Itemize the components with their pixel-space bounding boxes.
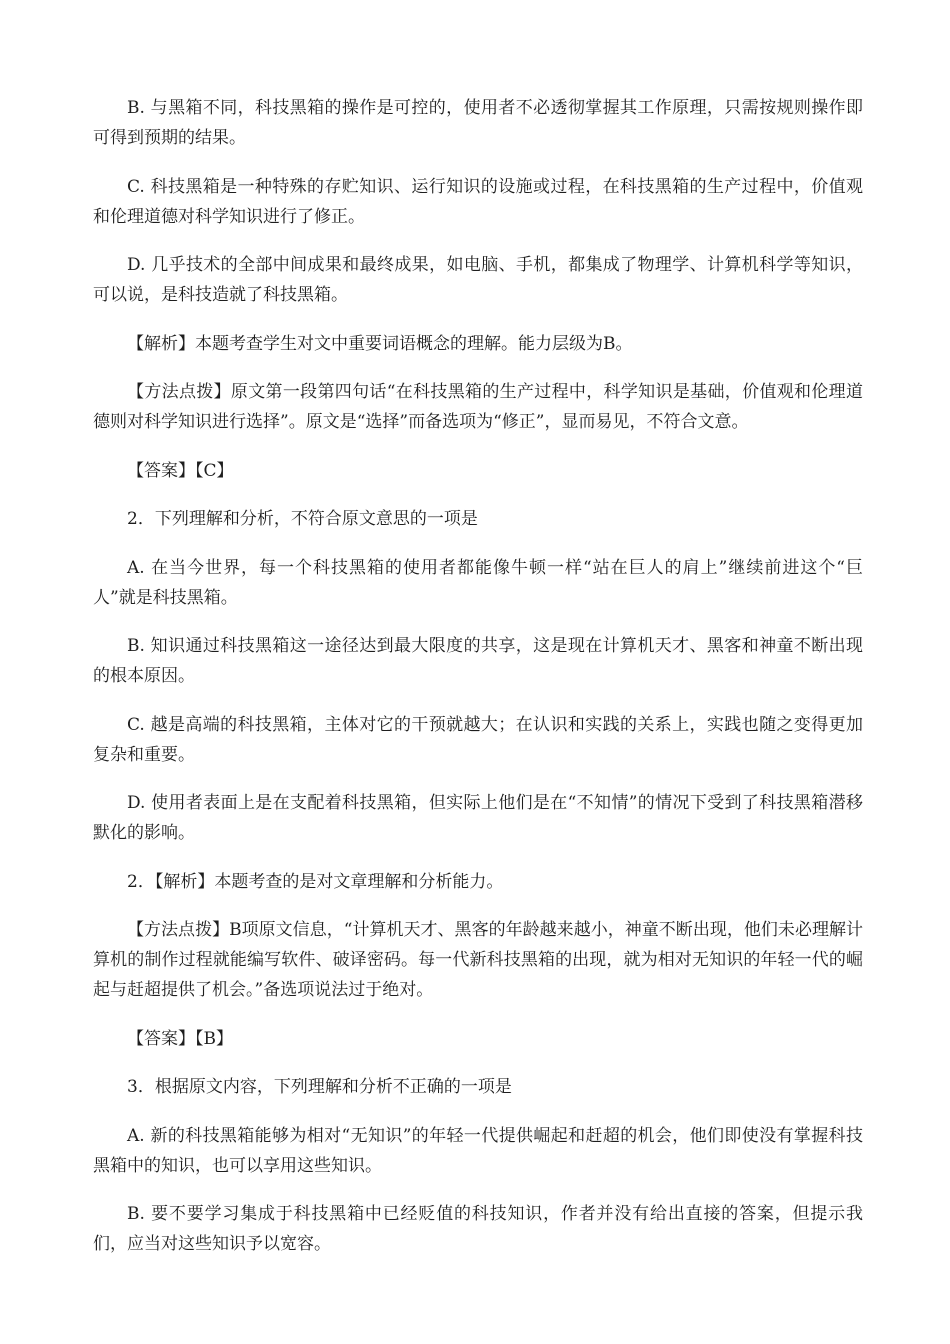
analysis-q2: 2．【解析】本题考查的是对文章理解和分析能力。 [127, 871, 504, 892]
option-a-q2: A. 在当今世界，每一个科技黑箱的使用者都能像牛顿一样“站在巨人的肩上”继续前进这个“巨人”就是科技黑箱。 [93, 557, 863, 608]
question-2: 2．下列理解和分析，不符合原文意思的一项是 [127, 509, 478, 529]
option-b-q3: B. 要不要学习集成于科技黑箱中已经贬值的科技知识，作者并没有给出直接的答案，但提示我们，应当对这些知识予以宽容。 [93, 1204, 863, 1254]
option-c-q2: C. 越是高端的科技黑箱，主体对它的干预就越大；在认识和实践的关系上，实践也随之变得更加复杂和重要。 [93, 714, 863, 765]
option-d-q1: D. 几乎技术的全部中间成果和最终成果，如电脑、手机，都集成了物理学、计算机科学等知识，可以说，是科技造就了科技黑箱。 [93, 255, 863, 305]
option-b-q2: B. 知识通过科技黑箱这一途径达到最大限度的共享，这是现在计算机天才、黑客和神童不断出现的根本原因。 [93, 636, 863, 686]
method-tip-q1: 【方法点拨】原文第一段第四句话“在科技黑箱的生产过程中，科学知识是基础，价值观和伦理道德则对科学知识进行选择”。原文是“选择”而备选项为“修正”，显而易见，不符合文意。 [93, 382, 863, 432]
method-tip-q2: 【方法点拨】B项原文信息，“计算机天才、黑客的年龄越来越小，神童不断出现，他们未必理解计算机的制作过程就能编写软件、破译密码。每一代新科技黑箱的出现，就为相对无知识的年轻一代的崛起与赶超提供了机会。”备选项说法过于绝对。 [93, 920, 863, 1000]
analysis-q1: 【解析】本题考查学生对文中重要词语概念的理解。能力层级为B。 [127, 333, 633, 354]
option-b-q1: B. 与黑箱不同，科技黑箱的操作是可控的，使用者不必透彻掌握其工作原理，只需按规则操作即可得到预期的结果。 [93, 98, 863, 148]
question-3: 3．根据原文内容，下列理解和分析不正确的一项是 [127, 1077, 512, 1097]
answer-q2: 【答案】【B】 [127, 1028, 233, 1049]
document-page [93, 93, 863, 1278]
option-c-q1: C. 科技黑箱是一种特殊的存贮知识、运行知识的设施或过程，在科技黑箱的生产过程中，价值观和伦理道德对科学知识进行了修正。 [93, 176, 863, 227]
answer-q1: 【答案】【C】 [127, 460, 234, 481]
option-d-q2: D. 使用者表面上是在支配着科技黑箱，但实际上他们是在“不知情”的情况下受到了科技黑箱潜移默化的影响。 [93, 793, 863, 843]
option-a-q3: A. 新的科技黑箱能够为相对“无知识”的年轻一代提供崛起和赶超的机会，他们即使没有掌握科技黑箱中的知识，也可以享用这些知识。 [93, 1125, 863, 1176]
